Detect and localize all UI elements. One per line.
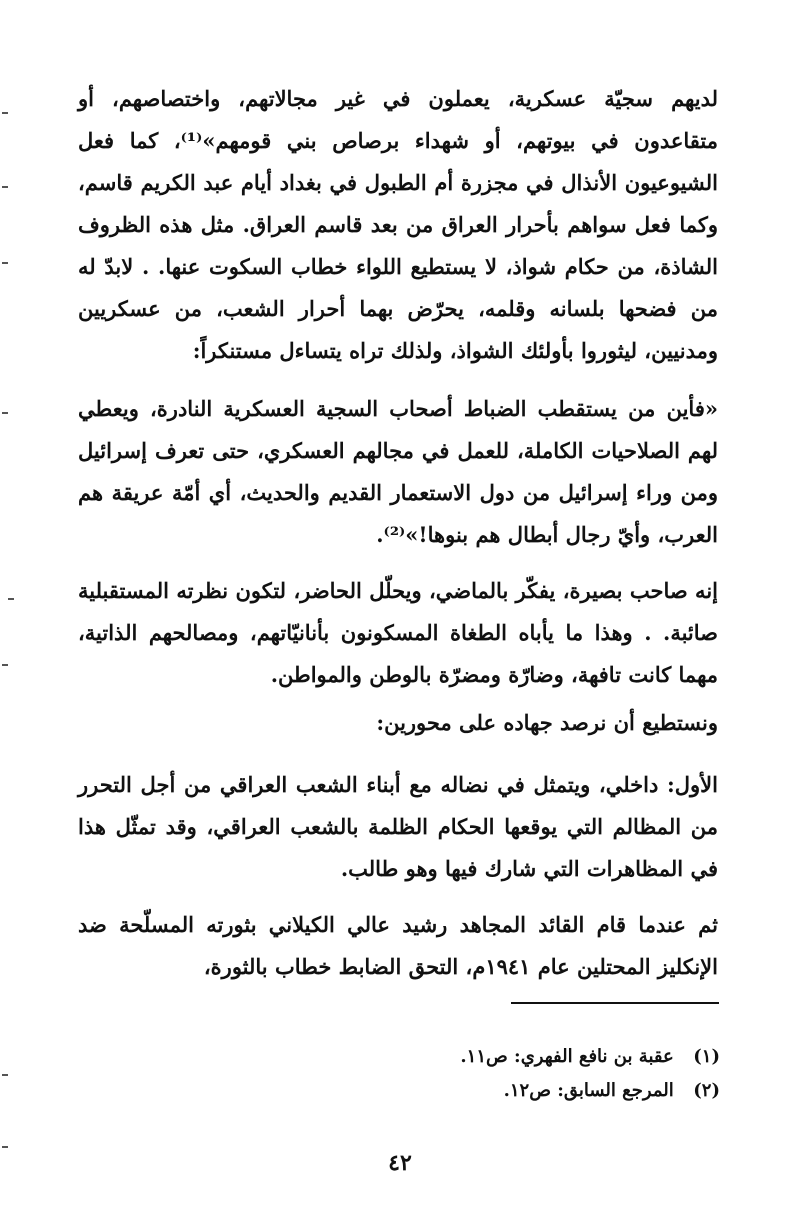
footnote-2-text: المرجع السابق: ص١٢. bbox=[503, 1080, 674, 1101]
margin-mark bbox=[2, 1146, 8, 1148]
footnote-1-text: عقبة بن نافع الفهري: ص١١. bbox=[460, 1046, 674, 1067]
paragraph-3: إنه صاحب بصيرة، يفكّر بالماضي، ويحلّل الحاضر، لتكون نظرته المستقبلية صائبة. . وهذا ما يأباه الطغاة المسكونون بأنانيّاتهم، ومصالحهم الذاتية، مهما كانت تافهة، وضارّة ومضرّة بالوطن والمواطن. bbox=[78, 578, 718, 687]
paragraph-5: الأول: داخلي، ويتمثل في نضاله مع أبناء الشعب العراقي من أجل التحرر من المظالم التي يوقعها الحكام الظلمة بالشعب العراقي، وقد تمثّل هذا في المظاهرات التي شارك فيها وهو طالب. bbox=[78, 772, 718, 881]
margin-mark bbox=[2, 664, 8, 666]
footnote-1-number: (١) bbox=[693, 1046, 720, 1067]
margin-mark bbox=[2, 262, 8, 264]
footnote-2 bbox=[300, 1074, 720, 1108]
paragraph-1: لديهم سجيّة عسكرية، يعملون في غير مجالاتهم، واختصاصهم، أو متقاعدون في بيوتهم، أو شهداء برصاص بني قومهم»⁽¹⁾، كما فعل الشيوعيون الأنذال في مجزرة أم الطبول في بغداد أيام عبد الكريم قاسم، وكما فعل سواهم بأحرار العراق من بعد قاسم العراق. مثل هذه الظروف الشاذة، من حكام شواذ، لا يستطيع اللواء خطاب السكوت عنها. . لابدّ له من فضحها بلسانه وقلمه، يحرّض بهما أحرار الشعب، من عسكريين ومدنيين، ليثوروا بأولئك الشواذ، ولذلك تراه يتساءل مستنكراً: bbox=[78, 86, 719, 363]
paragraph-6: ثم عندما قام القائد المجاهد رشيد عالي الكيلاني بثورته المسلّحة ضد الإنكليز المحتلين عام ١٩٤١م، التحق الضابط خطاب بالثورة، bbox=[78, 912, 718, 979]
footnote-2-number: (٢) bbox=[693, 1080, 720, 1101]
margin-mark bbox=[2, 412, 8, 414]
paragraph-4: ونستطيع أن نرصد جهاده على محورين: bbox=[376, 710, 718, 735]
paragraph-2-quote: «فأين من يستقطب الضباط أصحاب السجية العسكرية النادرة، ويعطي لهم الصلاحيات الكاملة، للعمل في مجالهم العسكري، حتى تعرف إسرائيل ومن وراء إسرائيل من دول الاستعمار القديم والحديث، أي أمّة عريقة هم العرب، وأيّ رجال أبطال هم بنوها!»⁽²⁾. bbox=[78, 396, 718, 547]
page-number: ٤٢ bbox=[388, 1150, 412, 1176]
footnotes bbox=[300, 1040, 720, 1108]
margin-mark bbox=[2, 112, 8, 114]
footnote-1 bbox=[300, 1040, 720, 1074]
margin-mark bbox=[2, 186, 8, 188]
margin-mark bbox=[8, 598, 14, 600]
footnote-divider bbox=[511, 1002, 719, 1004]
margin-mark bbox=[2, 1074, 8, 1076]
